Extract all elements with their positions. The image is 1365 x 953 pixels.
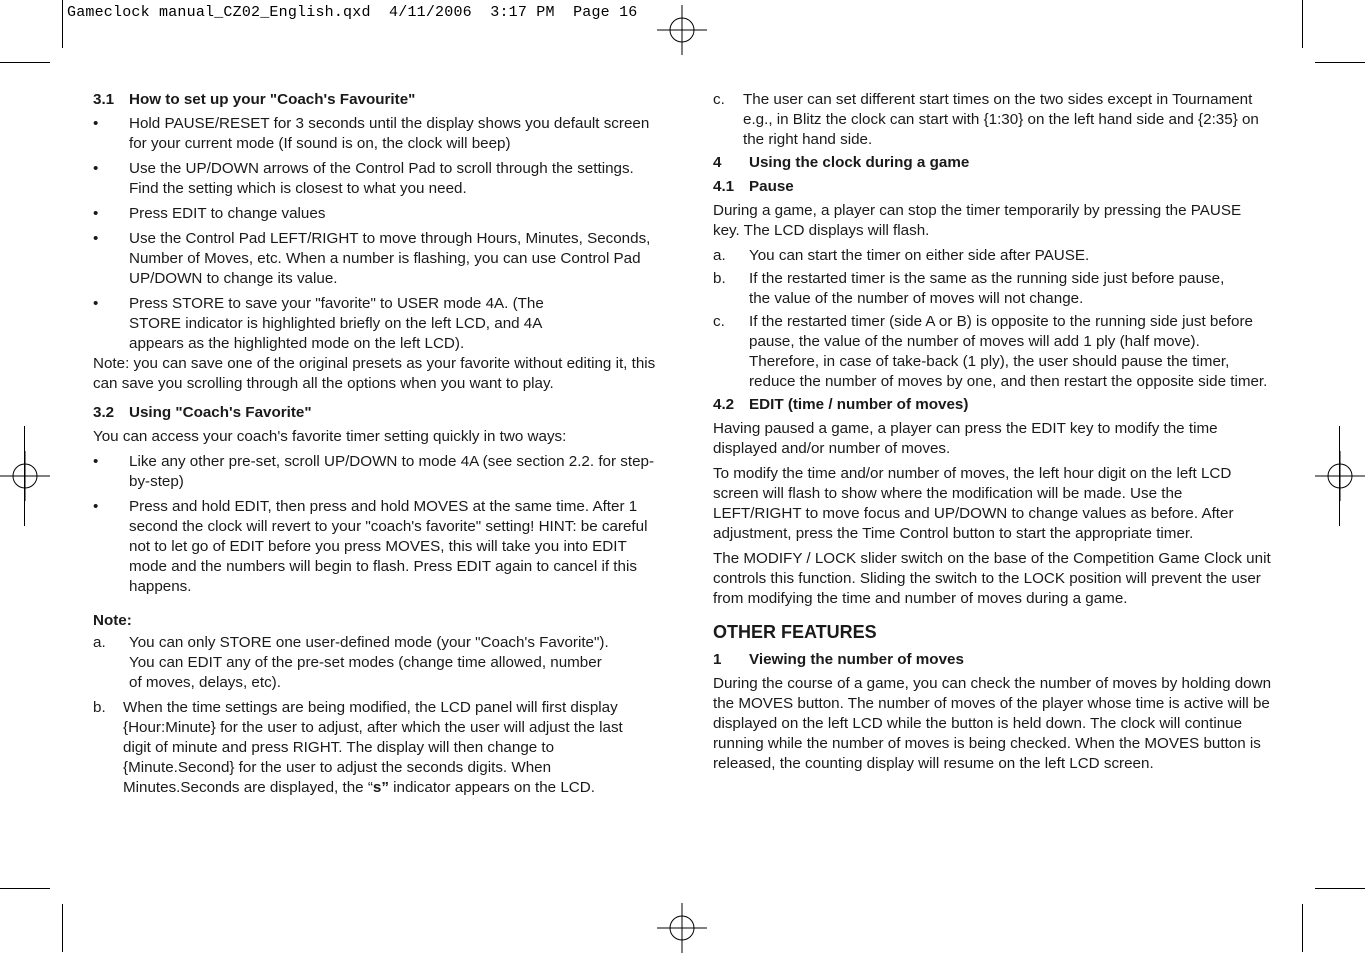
section-title: How to set up your "Coach's Favourite" <box>129 91 416 108</box>
section-number: 3.1 <box>93 91 115 108</box>
list-item: a. You can start the timer on either side after PAUSE. <box>713 247 1090 264</box>
section-number: 3.2 <box>93 404 115 421</box>
crop-mark-tl-h <box>0 62 50 63</box>
other-features-heading: OTHER FEATURES <box>713 622 877 642</box>
bullet-item: • Press STORE to save your "favorite" to USER mode 4A. (The STORE indicator is highlighted briefly on the left LCD, and 4A appears as the highlighted mode on the left LCD). <box>93 295 544 352</box>
edit-paragraph-2: To modify the time and/or number of moves, the left hour digit on the left LCD screen will flash to show where the modification will be made. Use the LEFT/RIGHT to move focus and UP/DOWN to change values as before. After adjustment, press the Time Control button to start the appropriate timer. <box>713 465 1234 542</box>
crop-mark-br-h <box>1315 888 1365 889</box>
bullet-item: • Like any other pre-set, scroll UP/DOWN to mode 4A (see section 2.2. for step-by-step) <box>93 453 655 490</box>
registration-line-left <box>24 426 25 526</box>
crop-mark-tl-v <box>62 0 63 48</box>
bullet-icon: • <box>93 498 99 515</box>
bullet-item: • Press EDIT to change values <box>93 205 326 222</box>
crop-mark-tr-v <box>1302 0 1303 48</box>
list-item: b. If the restarted timer is the same as the running side just before pause, the value of the number of moves will not change. <box>713 270 1225 307</box>
registration-mark-bottom <box>657 903 707 953</box>
registration-mark-top <box>657 5 707 55</box>
bullet-icon: • <box>93 160 99 177</box>
pause-intro: During a game, a player can stop the timer temporarily by pressing the PAUSE key. The LCD displays will flash. <box>713 202 1242 239</box>
bullet-item: • Use the UP/DOWN arrows of the Control Pad to scroll through the settings. Find the setting which is closest to what you need. <box>93 160 634 197</box>
bullet-icon: • <box>93 115 99 132</box>
bullet-item: • Use the Control Pad LEFT/RIGHT to move through Hours, Minutes, Seconds, Number of Moves, etc. When a number is flashing, you can use Control Pad UP/DOWN to change its value. <box>93 230 651 287</box>
crop-mark-bl-h <box>0 888 50 889</box>
left-column <box>93 90 658 803</box>
crop-mark-bl-v <box>62 904 63 952</box>
bullet-item: • Press and hold EDIT, then press and hold MOVES at the same time. After 1 second the clock will revert to your "coach's favorite" setting! HINT: be careful not to let go of EDIT before you press MOVES, this will take you into EDIT mode and the numbers will begin to flash. Press EDIT again to cancel if this happens. <box>93 498 648 595</box>
section-3-2-heading <box>93 403 658 423</box>
section-4-heading: 4 Using the clock during a game <box>713 154 970 171</box>
bullet-icon: • <box>93 295 99 312</box>
note-heading: Note: <box>93 612 132 629</box>
bullet-icon: • <box>93 230 99 247</box>
feature-1-paragraph: During the course of a game, you can check the number of moves by holding down the MOVES button. The number of moves of the player whose time is active will be displayed on the left LCD while the button is held down. The clock will continue running while the number of moves is being checked. When the MOVES button is released, the counting display will resume on the left LCD screen. <box>713 675 1272 772</box>
bullet-item: • Hold PAUSE/RESET for 3 seconds until the display shows you default screen for your current mode (If sound is on, the clock will beep) <box>93 115 650 152</box>
section-3-1-heading <box>93 90 658 110</box>
right-column <box>713 90 1278 779</box>
note-paragraph: Note: you can save one of the original presets as your favorite without editing it, this can save you scrolling through all the options when you want to play. <box>93 355 656 392</box>
intro-paragraph: You can access your coach's favorite timer setting quickly in two ways: <box>93 428 567 445</box>
edit-paragraph-3: The MODIFY / LOCK slider switch on the base of the Competition Game Clock unit controls this function. Sliding the switch to the LOCK position will prevent the user from modifying the time and number of moves during a game. <box>713 550 1271 607</box>
section-4-1-heading: 4.1 Pause <box>713 178 794 195</box>
registration-line-right <box>1339 426 1340 526</box>
print-slug: Gameclock manual_CZ02_English.qxd 4/11/2006 3:17 PM Page 16 <box>67 4 638 21</box>
list-item: c. If the restarted timer (side A or B) is opposite to the running side just before pause, the value of the number of moves will add 1 ply (half move). Therefore, in case of take-back (1 ply), the user should pause the timer, reduce the number of moves by one, and then restart the opposite side timer. <box>713 313 1268 390</box>
feature-1-heading: 1 Viewing the number of moves <box>713 651 964 668</box>
crop-mark-br-v <box>1302 904 1303 952</box>
registration-mark-right <box>1315 451 1365 501</box>
list-item-c: c. The user can set different start times on the two sides except in Tournament e.g., in Blitz the clock can start with {1:30} on the left hand side and {2:35} on the right hand side. <box>713 91 1259 148</box>
bullet-icon: • <box>93 205 99 222</box>
edit-paragraph-1: Having paused a game, a player can press the EDIT key to modify the time displayed and/or number of moves. <box>713 420 1218 457</box>
registration-mark-left <box>0 451 50 501</box>
bullet-icon: • <box>93 453 99 470</box>
section-title: Using "Coach's Favorite" <box>129 404 312 421</box>
note-item-a: a. You can only STORE one user-defined mode (your "Coach's Favorite"). You can EDIT any of the pre-set modes (change time allowed, number of moves, delays, etc). <box>93 634 609 691</box>
note-item-b: b. When the time settings are being modified, the LCD panel will first display {Hour:Minute} for the user to adjust, after which the user will adjust the last digit of minute and press RIGHT. The display will then change to {Minute.Second} for the user to adjust the seconds digits. When Minutes.Seconds are displayed, the “s” indicator appears on the LCD. <box>93 699 623 796</box>
crop-mark-tr-h <box>1315 62 1365 63</box>
section-4-2-heading: 4.2 EDIT (time / number of moves) <box>713 396 969 413</box>
